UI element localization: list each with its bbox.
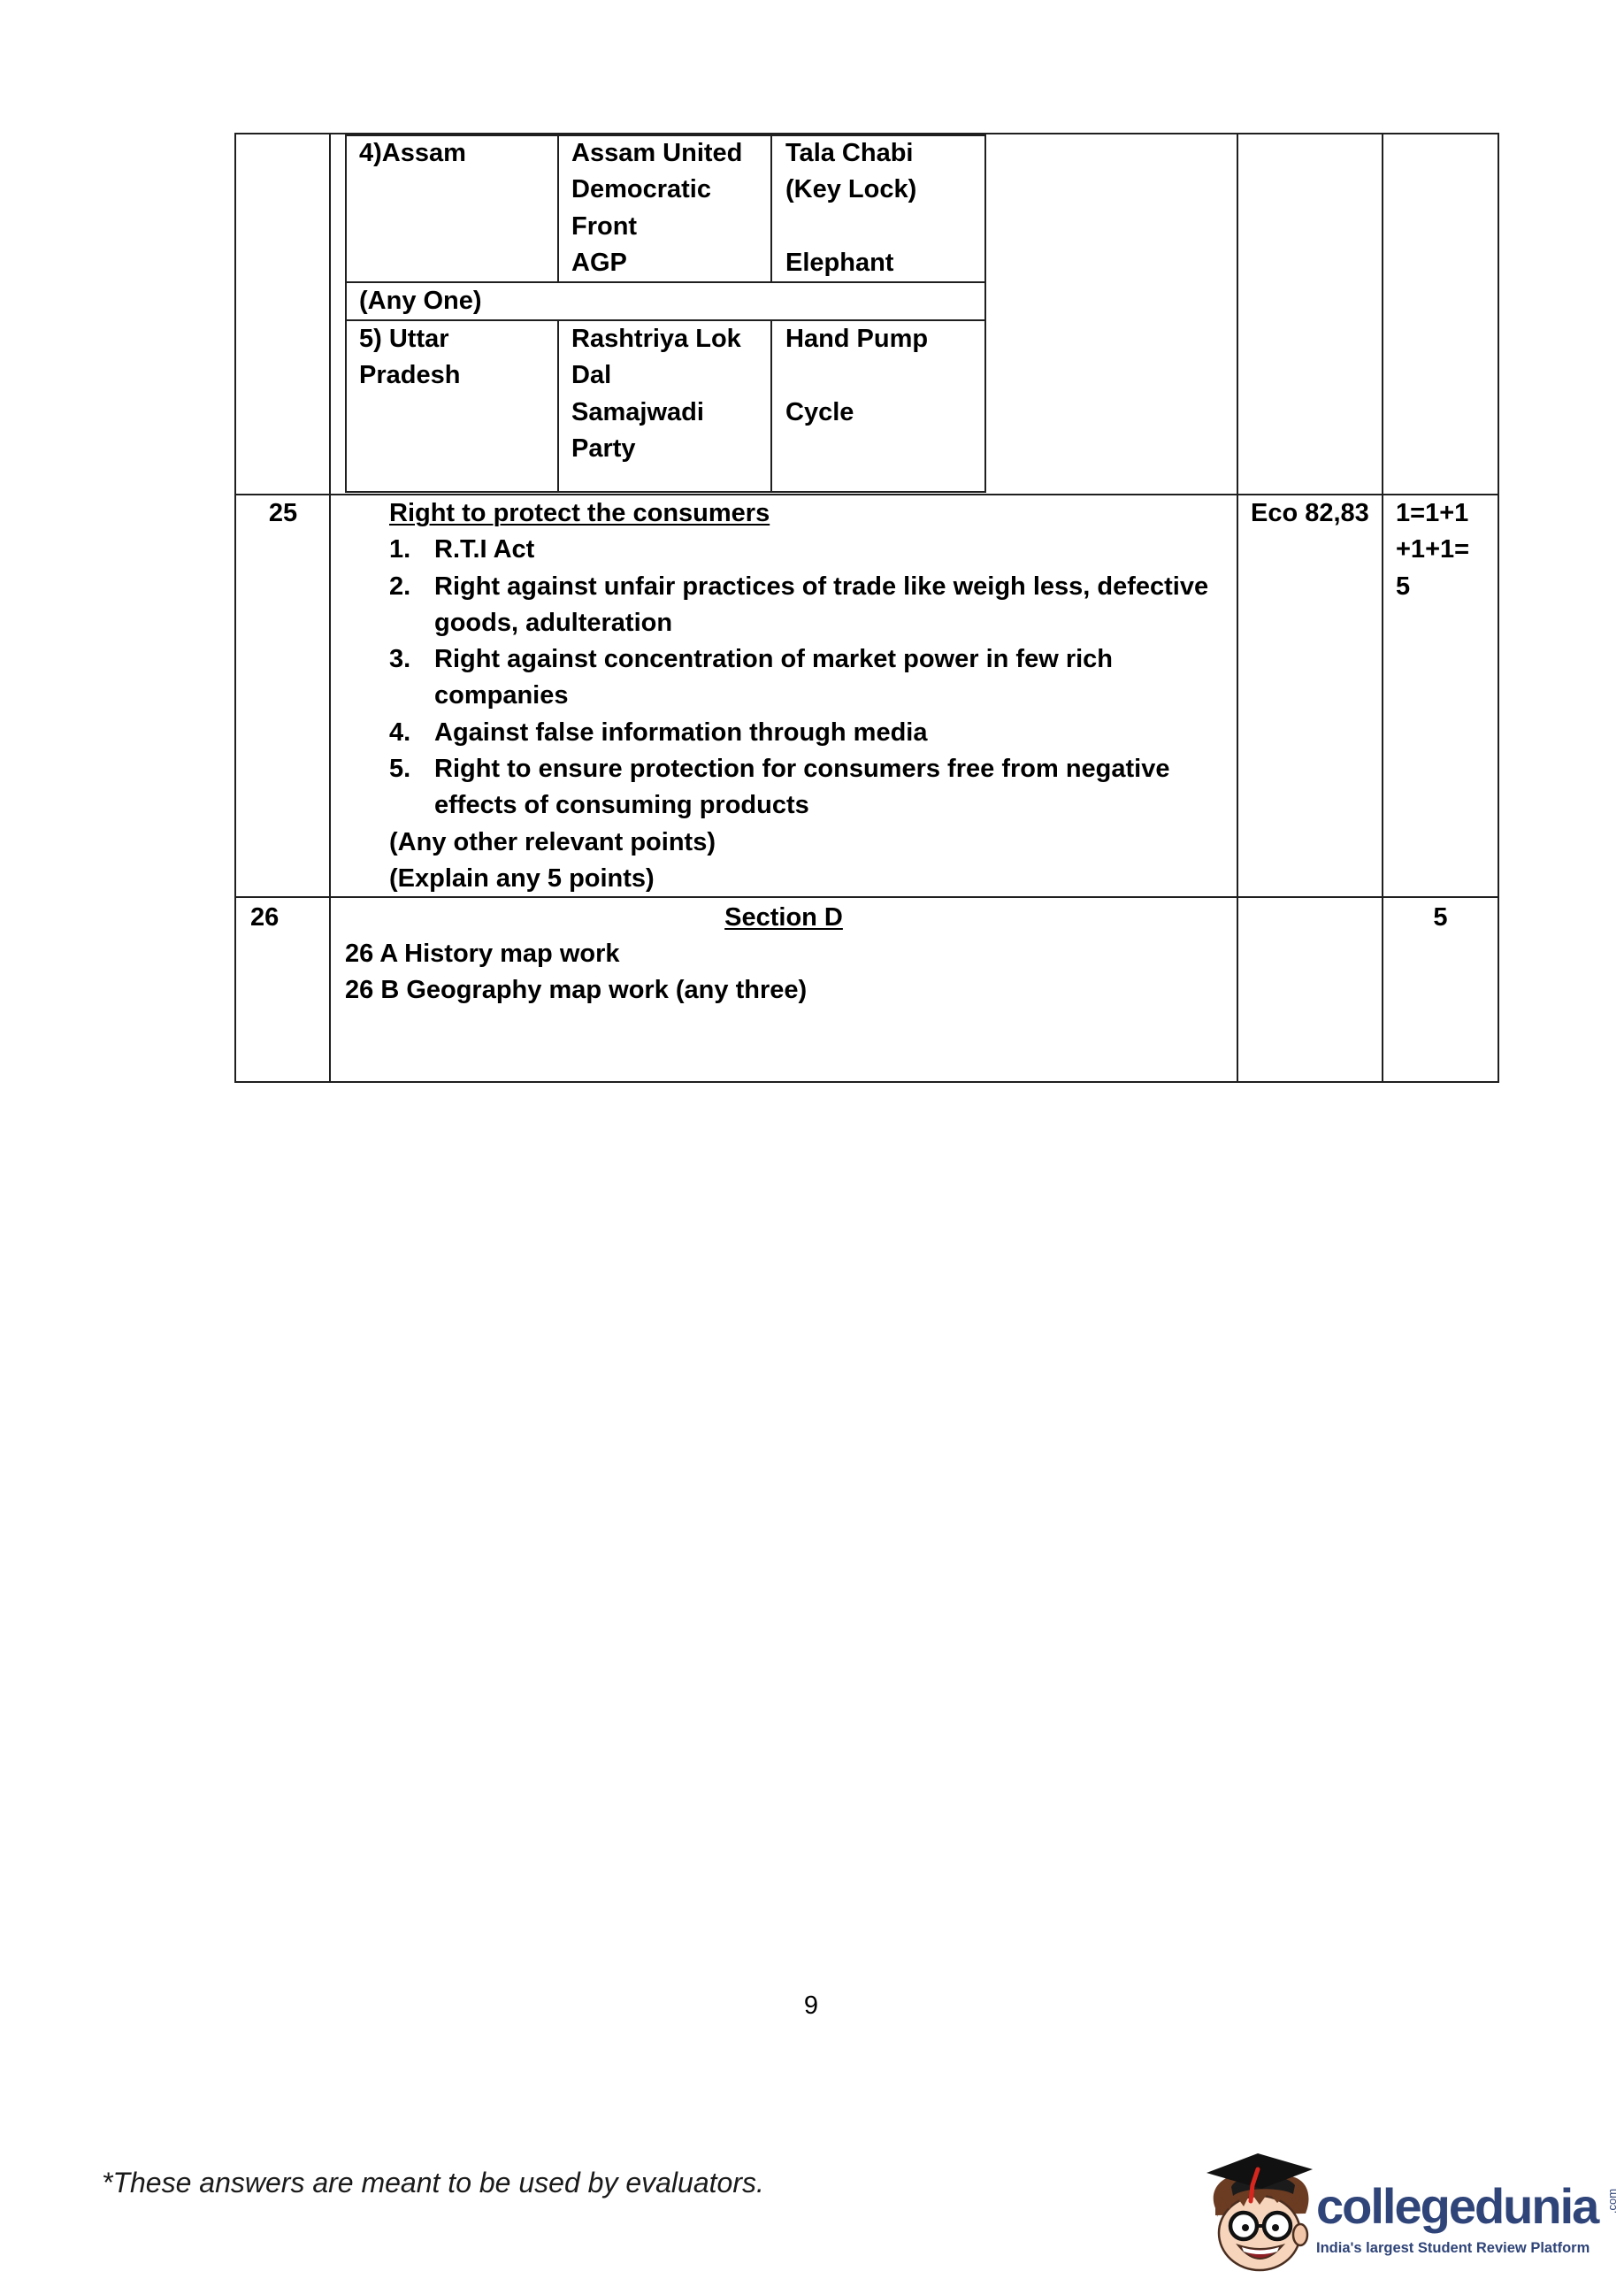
inner-column-divider bbox=[557, 134, 559, 283]
point-text-line: Right to ensure protection for consumers free from negative bbox=[434, 755, 1170, 784]
state-name-line: 4)Assam bbox=[359, 139, 466, 167]
page-reference: Eco 82,83 bbox=[1251, 499, 1369, 527]
party-symbol-pair bbox=[571, 395, 989, 468]
state-name bbox=[359, 321, 460, 395]
answer-body bbox=[389, 495, 1208, 897]
inner-rule-left bbox=[345, 134, 347, 493]
party-name bbox=[571, 135, 785, 245]
answer-point bbox=[389, 569, 1208, 642]
party-symbol bbox=[785, 321, 989, 357]
question-number: 25 bbox=[268, 499, 298, 527]
eye-right bbox=[1272, 2224, 1279, 2231]
party-symbol bbox=[785, 395, 989, 431]
evaluator-disclaimer: *These answers are meant to be used by evaluators. bbox=[102, 2167, 764, 2198]
party-symbol-pair bbox=[571, 135, 989, 245]
answer-point bbox=[389, 532, 1208, 568]
answer-item: 26 B Geography map work (any three) bbox=[345, 976, 808, 1005]
party-name bbox=[571, 321, 785, 395]
point-number: 5. bbox=[389, 755, 411, 784]
answer-point bbox=[389, 751, 1208, 825]
point-text-line: goods, adulteration bbox=[434, 608, 673, 637]
marks-line: +1+1= bbox=[1396, 535, 1470, 564]
marks-line: 1=1+1 bbox=[1396, 499, 1469, 527]
state-name-line: Pradesh bbox=[359, 361, 461, 390]
inner-rule-bottom bbox=[345, 491, 986, 493]
point-text-line: companies bbox=[434, 681, 569, 710]
party-symbol-line: Tala Chabi bbox=[785, 139, 914, 167]
answer-point bbox=[389, 715, 1208, 751]
marks-total: 5 bbox=[1433, 903, 1448, 932]
party-name-line: Rashtriya Lok bbox=[571, 325, 741, 353]
party-name-line: Party bbox=[571, 434, 636, 464]
brand-domain-suffix: .com bbox=[1605, 2188, 1619, 2214]
party-symbol-line: (Key Lock) bbox=[785, 175, 917, 204]
column-divider bbox=[1237, 133, 1238, 1083]
marks-breakdown bbox=[1396, 495, 1469, 605]
marks-line: 5 bbox=[1396, 572, 1411, 601]
point-text bbox=[434, 715, 928, 751]
party-symbol bbox=[785, 245, 989, 281]
party-name bbox=[571, 245, 785, 281]
answer-note: (Explain any 5 points) bbox=[389, 863, 655, 893]
party-name-line: Democratic bbox=[571, 175, 711, 204]
point-number: 4. bbox=[389, 717, 411, 747]
point-text bbox=[434, 641, 1113, 715]
party-name-line: Front bbox=[571, 211, 638, 241]
party-symbol-list bbox=[571, 135, 989, 282]
party-symbol-line: Hand Pump bbox=[785, 325, 929, 353]
answer-heading: Right to protect the consumers bbox=[389, 499, 770, 527]
party-name-line: AGP bbox=[571, 249, 627, 278]
point-text-line: effects of consuming products bbox=[434, 791, 809, 820]
point-text-line: Right against unfair practices of trade like weigh less, defective bbox=[434, 572, 1209, 601]
ear bbox=[1293, 2224, 1307, 2245]
party-symbol-line: Elephant bbox=[785, 249, 894, 278]
point-text-line: R.T.I Act bbox=[434, 535, 535, 564]
answer-body bbox=[345, 936, 807, 1009]
party-name bbox=[571, 395, 785, 468]
column-divider bbox=[329, 133, 331, 1083]
column-divider bbox=[1382, 133, 1383, 1083]
state-name bbox=[359, 135, 466, 172]
party-symbol-line: Cycle bbox=[785, 397, 854, 426]
brand-wordmark: collegedunia bbox=[1316, 2178, 1598, 2234]
table-rule-right bbox=[1498, 133, 1499, 1083]
party-name-line: Assam United bbox=[571, 139, 743, 167]
section-heading-text: Section D bbox=[724, 903, 843, 932]
party-name-line: Dal bbox=[571, 361, 612, 390]
answer-note: (Any other relevant points) bbox=[389, 827, 716, 856]
answer-item: 26 A History map work bbox=[345, 940, 620, 968]
point-text bbox=[434, 532, 534, 568]
inner-column-divider bbox=[557, 319, 559, 493]
party-symbol-pair bbox=[571, 245, 989, 281]
brand-tagline: India's largest Student Review Platform bbox=[1316, 2240, 1590, 2256]
party-name-line: Samajwadi bbox=[571, 397, 704, 426]
party-symbol bbox=[785, 135, 989, 209]
point-text bbox=[434, 569, 1208, 642]
point-number: 2. bbox=[389, 572, 411, 601]
table-rule-bottom bbox=[234, 1081, 1499, 1083]
table-rule-left bbox=[234, 133, 236, 1083]
point-text bbox=[434, 751, 1169, 825]
page-number: 9 bbox=[803, 1991, 819, 2020]
section-heading bbox=[331, 900, 1237, 936]
party-symbol-list bbox=[571, 321, 989, 468]
point-number: 3. bbox=[389, 645, 411, 674]
eye-left bbox=[1242, 2224, 1249, 2231]
point-text-line: Against false information through media bbox=[434, 717, 928, 747]
answer-point bbox=[389, 641, 1208, 715]
choice-note: (Any One) bbox=[359, 287, 482, 315]
state-name-line: 5) Uttar bbox=[359, 325, 449, 353]
point-number: 1. bbox=[389, 535, 411, 564]
graduate-mascot-icon bbox=[1203, 2150, 1316, 2274]
point-text-line: Right against concentration of market power in few rich bbox=[434, 645, 1113, 674]
question-number: 26 bbox=[250, 903, 280, 932]
party-symbol-pair bbox=[571, 321, 989, 395]
